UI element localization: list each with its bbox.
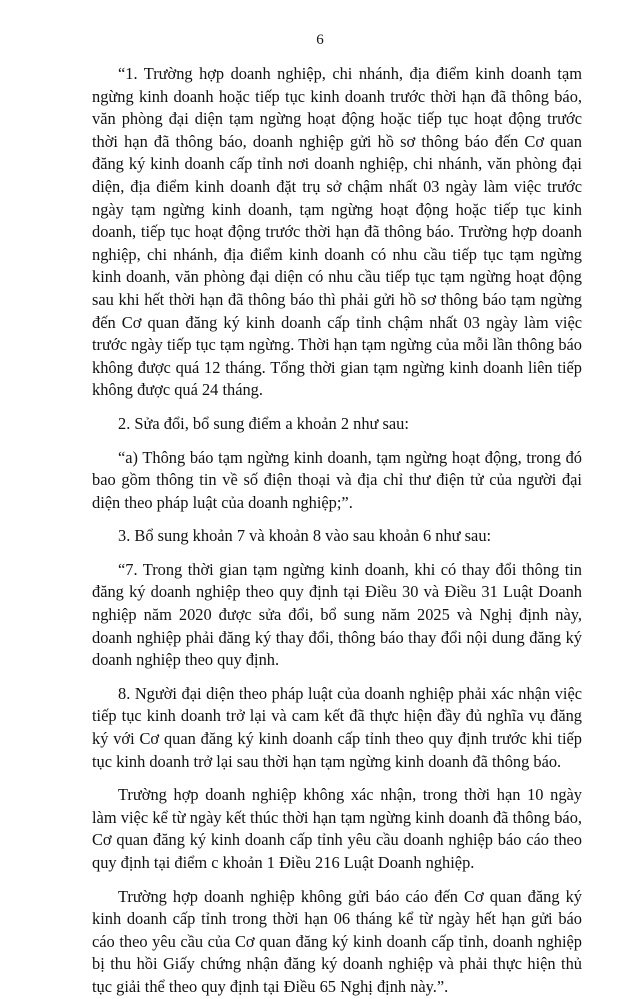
paragraph-amend-point-a: 2. Sửa đổi, bổ sung điểm a khoản 2 như sau: (118, 413, 409, 433)
paragraph-clause-7: “7. Trong thời gian tạm ngừng kinh doanh, khi có thay đổi thông tin đăng ký doanh nghiệp theo quy định tại Điều 30 và Điều 31 Luật Doanh nghiệp năm 2020 được sửa đổi, bổ sung năm 2025 và Nghị định này, doanh nghiệp phải đăng ký thay đổi, thông báo thay đổi nội dung đăng ký doanh nghiệp theo quy định. (92, 559, 582, 670)
document-body (92, 63, 582, 999)
page-number: 6 (316, 32, 324, 48)
paragraph-no-confirmation: Trường hợp doanh nghiệp không xác nhận, trong thời hạn 10 ngày làm việc kể từ ngày kết thúc thời hạn tạm ngừng kinh doanh đã thông báo, Cơ quan đăng ký kinh doanh cấp tỉnh yêu cầu doanh nghiệp báo cáo theo quy định tại điểm c khoản 1 Điều 216 Luật Doanh nghiệp. (92, 785, 582, 872)
paragraph-add-clauses: 3. Bổ sung khoản 7 và khoản 8 vào sau khoản 6 như sau: (118, 526, 492, 546)
paragraph-clause-8: 8. Người đại diện theo pháp luật của doanh nghiệp phải xác nhận việc tiếp tục kinh doanh trở lại và cam kết đã thực hiện đầy đủ nghĩa vụ đăng ký với Cơ quan đăng ký kinh doanh cấp tỉnh theo quy định trước khi tiếp tục kinh doanh trở lại sau thời hạn tạm ngừng kinh doanh đã thông báo. (92, 683, 582, 771)
paragraph-no-report: Trường hợp doanh nghiệp không gửi báo cáo đến Cơ quan đăng ký kinh doanh cấp tỉnh trong thời hạn 06 tháng kể từ ngày hết hạn gửi báo cáo theo yêu cầu của Cơ quan đăng ký kinh doanh cấp tỉnh, doanh nghiệp bị thu hồi Giấy chứng nhận đăng ký doanh nghiệp và phải thực hiện thủ tục giải thể theo quy định tại Điều 65 Nghị định này.”. (92, 886, 582, 996)
paragraph-clause-1: “1. Trường hợp doanh nghiệp, chi nhánh, địa điểm kinh doanh tạm ngừng kinh doanh hoặc tiếp tục kinh doanh trước thời hạn đã thông báo, văn phòng đại diện tạm ngừng hoạt động hoặc tiếp tục hoạt động trước thời hạn đã thông báo, doanh nghiệp gửi hồ sơ thông báo đến Cơ quan đăng ký kinh doanh cấp tỉnh nơi doanh nghiệp, chi nhánh, văn phòng đại diện, địa điểm kinh doanh đặt trụ sở chậm nhất 03 ngày làm việc trước ngày tạm ngừng kinh doanh, tạm ngừng hoạt động hoặc tiếp tục kinh doanh, tiếp tục hoạt động trước thời hạn đã thông báo. Trường hợp doanh nghiệp, chi nhánh, địa điểm kinh doanh có nhu cầu tiếp tục tạm ngừng kinh doanh, văn phòng đại diện có nhu cầu tiếp tục tạm ngừng hoạt động sau khi hết thời hạn đã thông báo thì phải gửi hồ sơ thông báo tạm ngừng đến Cơ quan đăng ký kinh doanh cấp tỉnh chậm nhất 03 ngày làm việc trước ngày tiếp tục tạm ngừng. Thời hạn tạm ngừng của mỗi lần thông báo không được quá 12 tháng. Tổng thời gian tạm ngừng kinh doanh liên tiếp không được quá 24 tháng. (92, 64, 582, 400)
paragraph-point-a: “a) Thông báo tạm ngừng kinh doanh, tạm ngừng hoạt động, trong đó bao gồm thông tin về số điện thoại và địa chỉ thư điện tử của người đại diện theo pháp luật của doanh nghiệp;”. (92, 447, 582, 512)
